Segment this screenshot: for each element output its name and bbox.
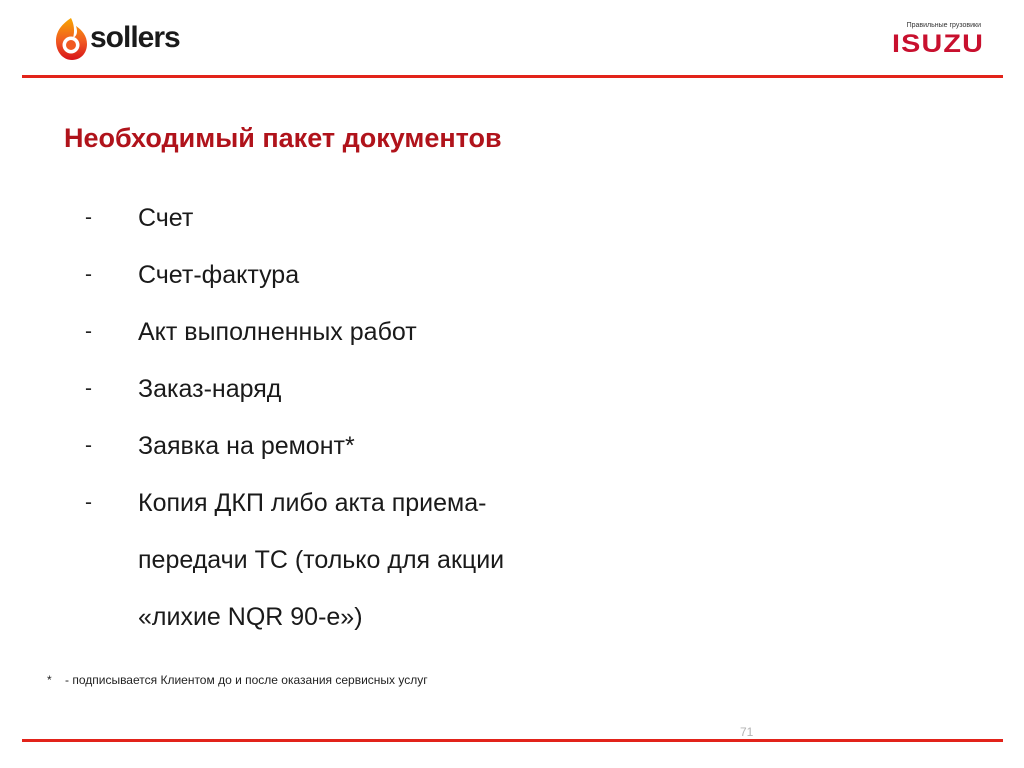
- list-item-text: Счет-фактура: [138, 261, 300, 289]
- footer-divider: [22, 739, 1003, 742]
- list-bullet: -: [85, 206, 92, 229]
- list-item-text: Заявка на ремонт*: [138, 432, 355, 460]
- isuzu-logo: [880, 22, 984, 62]
- list-item: [0, 418, 640, 475]
- isuzu-tagline: Правильные грузовики: [906, 22, 981, 29]
- header-divider: [22, 75, 1003, 78]
- sollers-flame-icon: [52, 16, 90, 62]
- footnote-marker: *: [47, 673, 52, 687]
- list-item-text: Заказ-наряд: [138, 375, 282, 403]
- isuzu-wordmark: ISUZU: [892, 30, 984, 58]
- list-item: [0, 304, 640, 361]
- list-bullet: -: [85, 434, 92, 457]
- list-bullet: -: [85, 377, 92, 400]
- list-bullet: -: [85, 263, 92, 286]
- sollers-wordmark: sollers: [90, 21, 180, 54]
- footnote: [47, 673, 428, 687]
- list-item-text: Акт выполненных работ: [138, 318, 417, 346]
- sollers-logo: [52, 14, 192, 64]
- list-item-text: Копия ДКП либо акта приема- передачи ТС (только для акции «лихие NQR 90-е»): [138, 489, 505, 631]
- list-bullet: -: [85, 491, 92, 514]
- list-bullet: -: [85, 320, 92, 343]
- document-list: [0, 190, 640, 646]
- list-item: [0, 475, 640, 646]
- page-title: Необходимый пакет документов: [64, 123, 502, 153]
- list-item: [0, 361, 640, 418]
- list-item-text: Счет: [138, 204, 194, 232]
- page-number: 71: [740, 725, 754, 739]
- list-item: [0, 190, 640, 247]
- footnote-text: - подписывается Клиентом до и после оказания сервисных услуг: [65, 673, 428, 687]
- list-item: [0, 247, 640, 304]
